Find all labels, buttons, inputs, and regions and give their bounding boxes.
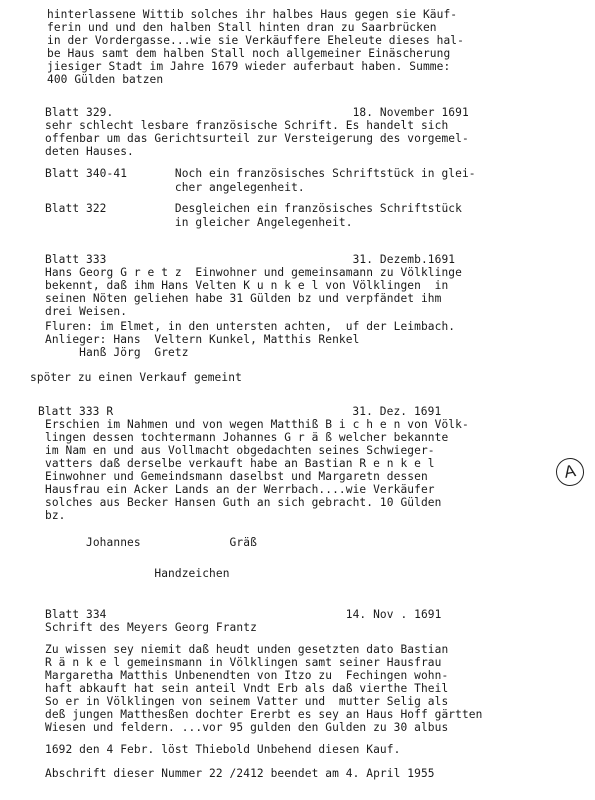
signature-names: Johannes Gräß: [45, 536, 257, 549]
doc-line: offenbar um das Gerichtsurteil zur Versteigerung des vorgemel-: [45, 132, 469, 145]
doc-line: Hans Georg G r e t z Einwohner und gemeinsamann zu Völklinge: [45, 266, 462, 279]
doc-line: deten Hauses.: [45, 145, 134, 158]
doc-line: Hausfrau ein Acker Lands an der Werrbach....wie Verkäufer: [45, 483, 435, 496]
doc-line: cher angelegenheit.: [45, 181, 305, 194]
doc-line: Erschien im Nahmen und von wegen Matthiß B i c h e n von Völk-: [45, 418, 469, 431]
doc-line: Anlieger: Hans Veltern Kunkel, Matthis Renkel: [45, 333, 360, 346]
closing-note: Abschrift dieser Nummer 22 /2412 beendet am 4. April 1955: [45, 767, 435, 780]
doc-line: haft abkauft hat sein anteil Vndt Erb als daß vierthe Theil: [45, 682, 449, 695]
doc-line: 400 Gülden batzen: [47, 73, 164, 86]
doc-line: Wiesen und feldern. ...vor 95 gulden den Gulden zu 30 albus: [45, 721, 449, 734]
doc-line: Zu wissen sey niemit daß heudt unden gesetzten dato Bastian: [45, 643, 449, 656]
doc-line: seinen Nöten geliehen habe 31 Gülden bz und verpfändet ihm: [45, 292, 442, 305]
doc-line: hinterlassene Wittib solches ihr halbes Haus gegen sie Käuf-: [47, 8, 458, 21]
entry-heading-340: Blatt 340-41 Noch ein französisches Schriftstück in glei-: [45, 167, 476, 180]
doc-line: Hanß Jörg Gretz: [45, 346, 189, 359]
doc-line: im Nam en und aus Vollmacht obgedachten seines Schwieger-: [45, 444, 435, 457]
doc-line: deß jungen Matthesßen dochter Ererbt es sey an Haus Hoff gärtten: [45, 708, 483, 721]
doc-line: Schrift des Meyers Georg Frantz: [45, 621, 257, 634]
doc-line: vatters daß derselbe verkauft habe an Bastian R e n k e l: [45, 457, 435, 470]
doc-line: bz.: [45, 509, 66, 522]
entry-heading-334: Blatt 334 14. Nov . 1691: [45, 608, 442, 621]
doc-line: drei Weisen.: [45, 305, 128, 318]
entry-heading-329: Blatt 329. 18. November 1691: [45, 106, 469, 119]
doc-line: Fluren: im Elmet, in den untersten achten, uf der Leimbach.: [45, 320, 456, 333]
doc-line: lingen dessen tochtermann Johannes G r ä ß welcher bekannte: [45, 431, 449, 444]
doc-line: solches aus Becker Hansen Guth an sich gebracht. 10 Gülden: [45, 496, 442, 509]
entry-heading-333: Blatt 333 31. Dezemb.1691: [45, 253, 456, 266]
doc-line: 1692 den 4 Febr. löst Thiebold Unbehend diesen Kauf.: [45, 743, 401, 756]
margin-annotation-circle: A: [554, 456, 586, 488]
doc-line: spöter zu einen Verkauf gemeint: [30, 371, 242, 384]
entry-heading-333r: Blatt 333 R 31. Dez. 1691: [38, 405, 442, 418]
doc-line: R ä n k e l gemeinsmann in Völklingen samt seiner Hausfrau: [45, 656, 442, 669]
doc-line: Margaretha Matthis Unbenendten von Itzo zu Fechingen wohn-: [45, 669, 449, 682]
doc-line: Einwohner und Gemeindsmann daselbst und Margaretn dessen: [45, 470, 428, 483]
doc-line: sehr schlecht lesbare französische Schrift. Es handelt sich: [45, 119, 449, 132]
signature-handzeichen: Handzeichen: [45, 567, 230, 580]
doc-line: in der Vordergasse...wie sie Verkäuffere Eheleute dieses hal-: [47, 34, 464, 47]
doc-line: So er in Völklingen von seinem Vatter und mutter Selig als: [45, 695, 449, 708]
doc-line: be Haus samt dem halben Stall noch allgemeiner Einäscherung: [47, 47, 451, 60]
entry-heading-322: Blatt 322 Desgleichen ein französisches Schriftstück: [45, 202, 462, 215]
doc-line: in gleicher Angelegenheit.: [45, 216, 353, 229]
doc-line: jiesiger Stadt im Jahre 1679 wieder auferbaut haben. Summe:: [47, 60, 451, 73]
doc-line: bekennt, daß ihm Hans Velten K u n k e l von Völklingen in: [45, 279, 449, 292]
doc-line: ferin und und den halben Stall hinten dran zu Saarbrücken: [47, 21, 437, 34]
